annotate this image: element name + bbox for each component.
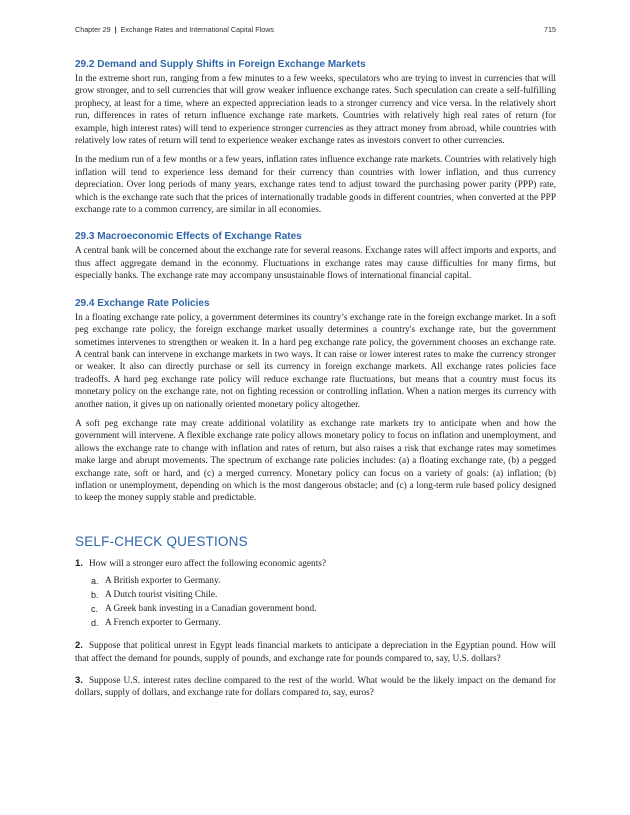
paragraph: A central bank will be concerned about the exchange rate for several reasons. Exchange rates will affect imports and exports, and thus affect aggregate demand in the economy. Fluctuations in exchange rates may cause difficulties for many firms, but especially banks. The exchange rate may accompany unsustainable flows of international financial capital.	[75, 246, 556, 282]
chapter-label: Chapter 29	[75, 25, 111, 34]
answer-options	[91, 574, 556, 630]
self-check-title: SELF-CHECK QUESTIONS	[75, 533, 248, 549]
section-29-2	[75, 58, 556, 216]
question-number: 3.	[75, 675, 83, 686]
option-item	[91, 616, 556, 630]
section-heading: 29.2 Demand and Supply Shifts in Foreign Exchange Markets	[75, 59, 366, 70]
option-item	[91, 602, 556, 616]
question-text	[75, 640, 556, 665]
running-header	[75, 25, 556, 34]
paragraph: A soft peg exchange rate may create additional volatility as exchange rate markets try to anticipate when and how the government will intervene. A flexible exchange rate policy allows monetary policy to focus on inflation and unemployment, and allows the exchange rate to change with inflation and rates of return, but also raises a risk that exchange rates may sometimes make large and abrupt movements. The spectrum of exchange rate policies includes: (a) a floating exchange rate, (b) a pegged exchange rate, soft or hard, and (c) a merged currency. Monetary policy can focus on a variety of goals: (a) inflation; (b) inflation or unemployment, depending on which is the most dangerous obstacle; and (c) a long-term rule based policy designed to keep the money supply stable and predictable.	[75, 418, 556, 504]
option-letter: c.	[91, 604, 99, 615]
question-number: 1.	[75, 557, 83, 569]
page-number: 715	[544, 25, 556, 34]
paragraph: In the medium run of a few months or a few years, inflation rates influence exchange rate markets. Countries with relatively high inflation will tend to experience less demand for their currency than countries with lower inflation, and thus currency depreciation. Over long periods of many years, exchange rates tend to adjust toward the purchasing power parity (PPP) rate, which is the exchange rate such that the prices of internationally tradable goods in different countries, when converted at the PPP exchange rate to a common currency, are similar in all economies.	[75, 155, 556, 216]
option-letter: d.	[91, 618, 99, 629]
question-body: Suppose U.S. interest rates decline compared to the rest of the world. What would be the likely impact on the demand for dollars, supply of dollars, and exchange rate for dollars compared to, say, euros?	[75, 676, 556, 699]
chapter-title: Exchange Rates and International Capital Flows	[120, 25, 275, 34]
paragraph: In the extreme short run, ranging from a few minutes to a few weeks, speculators who are trying to invest in currencies that will grow stronger, and to sell currencies that will grow weaker influence exchange rates. Such speculation can create a self-fulfilling prophecy, at least for a time, where an expected appreciation leads to a stronger currency and vice versa. In the relatively short run, differences in rates of return influence exchange rate markets. Countries with relatively high real rates of return (for example, high interest rates) will tend to experience stronger currencies as they attract money from abroad, while countries with relatively low rates of return will tend to experience weaker exchange rates as investors convert to other currencies.	[75, 74, 556, 147]
question-body: Suppose that political unrest in Egypt leads financial markets to anticipate a depreciation in the Egyptian pound. How will that affect the demand for pounds, supply of pounds, and exchange rate for pounds compared to, say, U.S. dollars?	[75, 641, 556, 664]
question-number: 2.	[75, 640, 83, 652]
question-body: How will a stronger euro affect the following economic agents?	[88, 558, 327, 569]
section-29-3	[75, 230, 556, 282]
question-2	[75, 640, 556, 665]
self-check-section	[75, 534, 556, 700]
option-text: A British exporter to Germany.	[105, 576, 221, 587]
option-item	[91, 574, 556, 588]
question-text	[75, 558, 556, 570]
option-letter: b.	[91, 590, 99, 601]
option-text: A Dutch tourist visiting Chile.	[105, 590, 218, 601]
paragraph: In a floating exchange rate policy, a government determines its country’s exchange rate in the foreign exchange market. In a soft peg exchange rate policy, the foreign exchange market usually determines a country's exchange rate, but the government sometimes intervenes to strengthen or weaken it. In a hard peg exchange rate policy, the government chooses an exchange rate. A central bank can intervene in exchange markets in two ways. It can raise or lower interest rates to make the currency stronger or weaker. It also can directly purchase or sell its currency in foreign exchange markets. All exchange rates policies face tradeoffs. A hard peg exchange rate policy will reduce exchange rate fluctuations, but means that a country must focus its monetary policy on the exchange rate, not on fighting recession or controlling inflation. When a nation merges its currency with another nation, it gives up on nationally oriented monetary policy altogether.	[75, 312, 556, 410]
question-3	[75, 675, 556, 700]
option-letter: a.	[91, 576, 99, 587]
section-heading: 29.3 Macroeconomic Effects of Exchange Rates	[75, 231, 302, 243]
chapter-reference	[75, 25, 274, 34]
question-1	[75, 558, 556, 630]
section-heading: 29.4 Exchange Rate Policies	[75, 297, 210, 309]
option-text: A French exporter to Germany.	[105, 618, 221, 629]
option-item	[91, 588, 556, 602]
header-separator: |	[114, 25, 117, 34]
option-text: A Greek bank investing in a Canadian government bond.	[105, 604, 317, 615]
section-29-4	[75, 297, 556, 505]
question-text	[75, 675, 556, 700]
page-content	[75, 58, 556, 710]
